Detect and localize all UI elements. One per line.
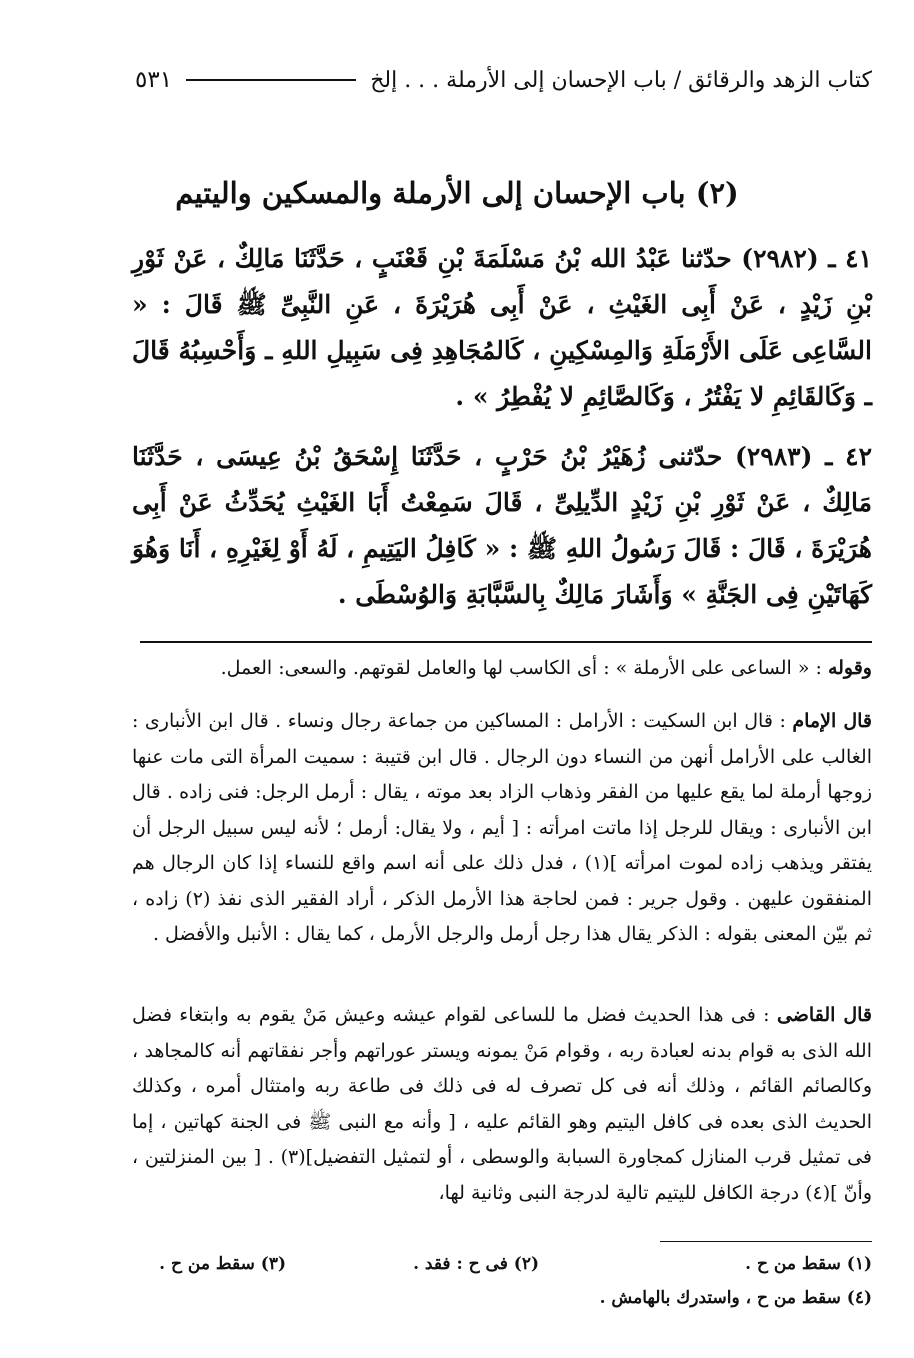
footnote-1: (١) سقط من ح . (745, 1254, 872, 1274)
footnote-3: (٣) سقط من ح . (159, 1254, 286, 1274)
commentary-paragraph (132, 704, 872, 953)
commentary-label: قال القاضى (776, 1004, 872, 1026)
commentary-text: : فى هذا الحديث فضل ما للساعى لقوام عيشه وعيش مَنْ يقوم به وابتغاء فضل الله الذى به قوام بدنه لعبادة ربه ، وقوام مَنْ يمونه ويستر عوراتهم وأجر نفقاتهم أنه كالمجاهد ، وكالصائم القائم ، وذلك أنه فى كل تصرف له فى ذلك فى طاعة ربه وامتثال أمره ، وكذلك الحديث الذى بعده فى كافل اليتيم وهو القائم عليه ، [ وأنه مع النبى ﷺ فى الجنة كهاتين ، إما فى تمثيل قرب المنازل كمجاورة السبابة والوسطى ، أو لتمثيل التفضيل](٣) . [ بين المنزلتين ، وأنّ ](٤) درجة الكافل لليتيم تالية لدرجة النبى وثانية لها، (132, 1004, 872, 1204)
footnote-2: (٢) فى ح : فقد . (413, 1254, 539, 1274)
footnote-4: (٤) سقط من ح ، واستدرك بالهامش . (599, 1288, 872, 1308)
footnote-rule (660, 1241, 872, 1242)
hadith-41: ٤١ ـ (٢٩٨٢) حدّثنا عَبْدُ الله بْنُ مَسْلَمَةَ بْنِ قَعْنَبٍ ، حَدَّثَنَا مَالِكٌ ، عَنْ ثَوْرِ بْنِ زَيْدٍ ، عَنْ أَبِى الغَيْثِ ، عَنْ أَبِى هُرَيْرَةَ ، عَنِ النَّبِىِّ ﷺ قَالَ : « السَّاعِى عَلَى الأَرْمَلَةِ وَالمِسْكِينِ ، كَالمُجَاهِدِ فِى سَبِيلِ اللهِ ـ وَأَحْسِبُهُ قَالَ ـ وَكَالقَائِمِ لا يَفْتُرُ ، وَكَالصَّائِمِ لا يُفْطِرُ » . (132, 244, 873, 411)
chapter-title: (٢) باب الإحسان إلى الأرملة والمسكين واليتيم (175, 176, 739, 210)
commentary-text: : « الساعى على الأرملة » : أى الكاسب لها والعامل لقوتهم. والسعى: العمل. (220, 657, 828, 679)
text-separator-rule (140, 641, 872, 643)
commentary-paragraph (132, 998, 872, 1211)
hadith-42: ٤٢ ـ (٢٩٨٣) حدّثنى زُهَيْرُ بْنُ حَرْبٍ ، حَدَّثَنَا إِسْحَقُ بْنُ عِيسَى ، حَدَّثَنَا مَالِكٌ ، عَنْ ثَوْرِ بْنِ زَيْدٍ الدِّيلِىِّ ، قَالَ سَمِعْتُ أَبَا الغَيْثِ يُحَدِّثُ عَنْ أَبِى هُرَيْرَةَ ، قَالَ : قَالَ رَسُولُ اللهِ ﷺ : « كَافِلُ اليَتِيمِ ، لَهُ أَوْ لِغَيْرِهِ ، أَنَا وَهُوَ كَهَاتَيْنِ فِى الجَنَّةِ » وَأَشَارَ مَالِكٌ بِالسَّبَّابَةِ وَالوُسْطَى . (132, 442, 872, 609)
commentary-paragraph (132, 651, 872, 687)
header-rule (186, 79, 356, 81)
commentary-text: : قال ابن السكيت : الأرامل : المساكين من جماعة رجال ونساء . قال ابن الأنبارى : الغالب على الأرامل أنهن من النساء دون الرجال . قال ابن قتيبة : سميت المرأة التى مات عنها زوجها أرملة لما يقع عليها من الفقر وذهاب الزاد بعد موته ، يقال : أرمل الرجل: فنى زاده . قال ابن الأنبارى : ويقال للرجل إذا ماتت امرأته : [ أيم ، ولا يقال: أرمل ؛ لأنه ليس سبيل الرجل أن يفتقر ويذهب زاده لموت امرأته ](١) ، فدل ذلك على أنه اسم واقع للنساء إذا كان الرجال هم المنفقون عليهن . وقول جرير : فمن لحاجة هذا الأرمل الذكر ، أراد الفقير الذى نفذ (٢) زاده ، ثم بيّن المعنى بقوله : الذكر يقال هذا رجل أرمل والرجل الأرمل ، كما يقال : الأنبل والأفضل . (132, 710, 873, 945)
running-header (135, 62, 872, 98)
commentary-label: قال الإمام (792, 710, 872, 732)
header-title: كتاب الزهد والرقائق / باب الإحسان إلى الأرملة . . . إلخ (370, 67, 872, 93)
commentary-label: وقوله (827, 657, 872, 679)
page-number: ٥٣١ (135, 67, 173, 93)
